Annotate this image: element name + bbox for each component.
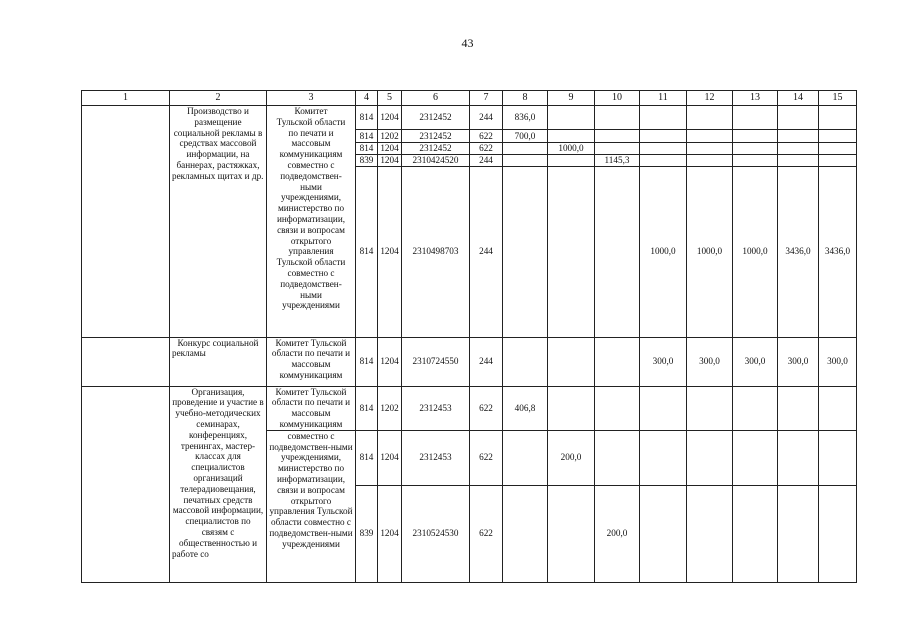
budget-table (81, 90, 857, 583)
g3-r0-c7: 622 (470, 386, 503, 430)
g3-r2-c5: 1204 (378, 485, 402, 582)
g1-r2-c15 (819, 143, 857, 155)
g1-r0-c5: 1204 (378, 106, 402, 130)
g1-r2-c8 (503, 143, 548, 155)
header-row (82, 91, 857, 106)
g1-r1-c4: 814 (356, 130, 378, 143)
executor-line: Тульской области (276, 116, 346, 127)
g1-r2-c13 (733, 143, 778, 155)
g1-r0-c7: 244 (470, 106, 503, 130)
g3-r1-c9: 200,0 (548, 430, 595, 485)
g1-r1-c15 (819, 130, 857, 143)
g1-r3-c11 (640, 154, 687, 166)
executor-cell: совместно с подведомствен-ными учреждениями, министерство по информатизации, связи и вопросам открытого управления Тульской области совместно с подведомствен-ными учреждениями (267, 430, 356, 582)
row-number-cell (82, 337, 170, 386)
g3-r0-c15 (819, 386, 857, 430)
header-cell: 13 (733, 91, 778, 106)
header-cell: 6 (402, 91, 470, 106)
executor-cell: Комитет Тульской области по печати и массовым коммуникациям (267, 386, 356, 430)
g1-r4-c6: 2310498703 (402, 166, 470, 337)
g3-r2-c6: 2310524530 (402, 485, 470, 582)
g3-r0-c5: 1202 (378, 386, 402, 430)
g1-r4-c9 (548, 166, 595, 337)
g3-r2-c4: 839 (356, 485, 378, 582)
g1-r1-c12 (687, 130, 733, 143)
g1-r0-c13 (733, 106, 778, 130)
header-cell: 8 (503, 91, 548, 106)
g2-c14: 300,0 (778, 337, 819, 386)
g1-r2-c10 (595, 143, 640, 155)
header-cell: 4 (356, 91, 378, 106)
page-number: 43 (461, 36, 474, 50)
g1-r2-c7: 622 (470, 143, 503, 155)
g3-r1-c6: 2312453 (402, 430, 470, 485)
g3-r1-c12 (687, 430, 733, 485)
g1-r3-c5: 1204 (378, 154, 402, 166)
activity-description: Производство и размещение социальной рекламы в средствах массовой информации, на баннерах, растяжках, рекламных щитах и др. (170, 106, 267, 338)
g1-r3-c9 (548, 154, 595, 166)
g2-c4: 814 (356, 337, 378, 386)
g1-r4-c8 (503, 166, 548, 337)
g2-c6: 2310724550 (402, 337, 470, 386)
g1-r4-c7: 244 (470, 166, 503, 337)
g1-r0-c8: 836,0 (503, 106, 548, 130)
g1-r4-c14: 3436,0 (778, 166, 819, 337)
g3-r1-c13 (733, 430, 778, 485)
executor-line: подведомствен- (280, 278, 342, 289)
g1-r1-c10 (595, 130, 640, 143)
g3-r0-c4: 814 (356, 386, 378, 430)
g2-c11: 300,0 (640, 337, 687, 386)
executor-cell: Комитет Тульской области по печати и массовым коммуникациям (267, 337, 356, 386)
g1-r0-c11 (640, 106, 687, 130)
g1-r0-c15 (819, 106, 857, 130)
g1-r1-c13 (733, 130, 778, 143)
g1-r4-c10 (595, 166, 640, 337)
header-cell: 1 (82, 91, 170, 106)
table-row (82, 337, 857, 386)
executor-cell (267, 106, 356, 338)
g1-r1-c11 (640, 130, 687, 143)
executor-line: информатизации, (276, 213, 346, 224)
g1-r0-c4: 814 (356, 106, 378, 130)
g1-r0-c12 (687, 106, 733, 130)
g3-r2-c8 (503, 485, 548, 582)
g3-r1-c4: 814 (356, 430, 378, 485)
executor-line: Тульской области (276, 257, 346, 268)
header-cell: 14 (778, 91, 819, 106)
table-row (82, 386, 857, 430)
g2-c13: 300,0 (733, 337, 778, 386)
g1-r4-c4: 814 (356, 166, 378, 337)
header-cell: 2 (170, 91, 267, 106)
g1-r0-c9 (548, 106, 595, 130)
executor-line: совместно с (287, 267, 335, 278)
executor-line: подведомствен- (280, 170, 342, 181)
header-cell: 10 (595, 91, 640, 106)
g3-r0-c9 (548, 386, 595, 430)
g3-r1-c10 (595, 430, 640, 485)
g1-r1-c7: 622 (470, 130, 503, 143)
executor-line: учреждениями, (280, 192, 342, 203)
g2-c7: 244 (470, 337, 503, 386)
g3-r0-c12 (687, 386, 733, 430)
g3-r1-c5: 1204 (378, 430, 402, 485)
g1-r3-c12 (687, 154, 733, 166)
g1-r2-c4: 814 (356, 143, 378, 155)
g3-r2-c15 (819, 485, 857, 582)
g1-r3-c10: 1145,3 (595, 154, 640, 166)
g1-r1-c5: 1202 (378, 130, 402, 143)
header-cell: 11 (640, 91, 687, 106)
g1-r2-c12 (687, 143, 733, 155)
executor-line: министерство по (277, 203, 345, 214)
g3-r1-c14 (778, 430, 819, 485)
g3-r1-c8 (503, 430, 548, 485)
g1-r2-c9: 1000,0 (548, 143, 595, 155)
g1-r1-c8: 700,0 (503, 130, 548, 143)
g1-r3-c8 (503, 154, 548, 166)
g3-r0-c13 (733, 386, 778, 430)
executor-line: связи и вопросам (277, 224, 345, 235)
g2-c9 (548, 337, 595, 386)
g3-r1-c15 (819, 430, 857, 485)
header-cell: 7 (470, 91, 503, 106)
g3-r2-c11 (640, 485, 687, 582)
g1-r4-c11: 1000,0 (640, 166, 687, 337)
executor-line: открытого (290, 235, 332, 246)
g1-r4-c13: 1000,0 (733, 166, 778, 337)
executor-line: массовым (291, 138, 331, 149)
g1-r3-c4: 839 (356, 154, 378, 166)
g3-r0-c11 (640, 386, 687, 430)
executor-line: по печати и (288, 127, 334, 138)
g1-r3-c15 (819, 154, 857, 166)
g2-c10 (595, 337, 640, 386)
g3-r0-c8: 406,8 (503, 386, 548, 430)
g1-r4-c15: 3436,0 (819, 166, 857, 337)
activity-description: Конкурс социальной рекламы (170, 337, 267, 386)
executor-line: коммуникациям (279, 149, 343, 160)
g1-r4-c12: 1000,0 (687, 166, 733, 337)
header-cell: 12 (687, 91, 733, 106)
g3-r2-c9 (548, 485, 595, 582)
header-cell: 9 (548, 91, 595, 106)
header-cell: 3 (267, 91, 356, 106)
g1-r1-c9 (548, 130, 595, 143)
g3-r0-c6: 2312453 (402, 386, 470, 430)
g3-r2-c12 (687, 485, 733, 582)
g3-r0-c10 (595, 386, 640, 430)
g3-r0-c14 (778, 386, 819, 430)
g3-r1-c7: 622 (470, 430, 503, 485)
g3-r2-c7: 622 (470, 485, 503, 582)
g3-r2-c14 (778, 485, 819, 582)
g1-r2-c6: 2312452 (402, 143, 470, 155)
g1-r1-c6: 2312452 (402, 130, 470, 143)
executor-line: ными (300, 289, 322, 300)
g1-r0-c10 (595, 106, 640, 130)
g1-r1-c14 (778, 130, 819, 143)
g3-r2-c10: 200,0 (595, 485, 640, 582)
g1-r3-c14 (778, 154, 819, 166)
executor-line: ными (300, 181, 322, 192)
g2-c8 (503, 337, 548, 386)
executor-line: совместно с (287, 159, 335, 170)
executor-line: управления (288, 246, 334, 257)
g1-r3-c7: 244 (470, 154, 503, 166)
header-cell: 15 (819, 91, 857, 106)
g1-r3-c13 (733, 154, 778, 166)
row-number-cell (82, 386, 170, 582)
table-row (82, 106, 857, 130)
header-cell: 5 (378, 91, 402, 106)
g1-r3-c6: 2310424520 (402, 154, 470, 166)
g1-r0-c6: 2312452 (402, 106, 470, 130)
g2-c5: 1204 (378, 337, 402, 386)
g1-r2-c5: 1204 (378, 143, 402, 155)
g2-c12: 300,0 (687, 337, 733, 386)
g1-r0-c14 (778, 106, 819, 130)
g1-r2-c11 (640, 143, 687, 155)
g1-r4-c5: 1204 (378, 166, 402, 337)
g2-c15: 300,0 (819, 337, 857, 386)
g3-r1-c11 (640, 430, 687, 485)
executor-line: учреждениями (282, 300, 340, 311)
g1-r2-c14 (778, 143, 819, 155)
g3-r2-c13 (733, 485, 778, 582)
activity-description: Организация, проведение и участие в учебно-методических семинарах, конференциях, тренингах, мастер-классах для специалистов организаций телерадиовещания, печатных средств массовой информации, специалистов по связям с общественностью и работе со (170, 386, 267, 582)
executor-line: Комитет (294, 106, 328, 116)
row-number-cell (82, 106, 170, 338)
